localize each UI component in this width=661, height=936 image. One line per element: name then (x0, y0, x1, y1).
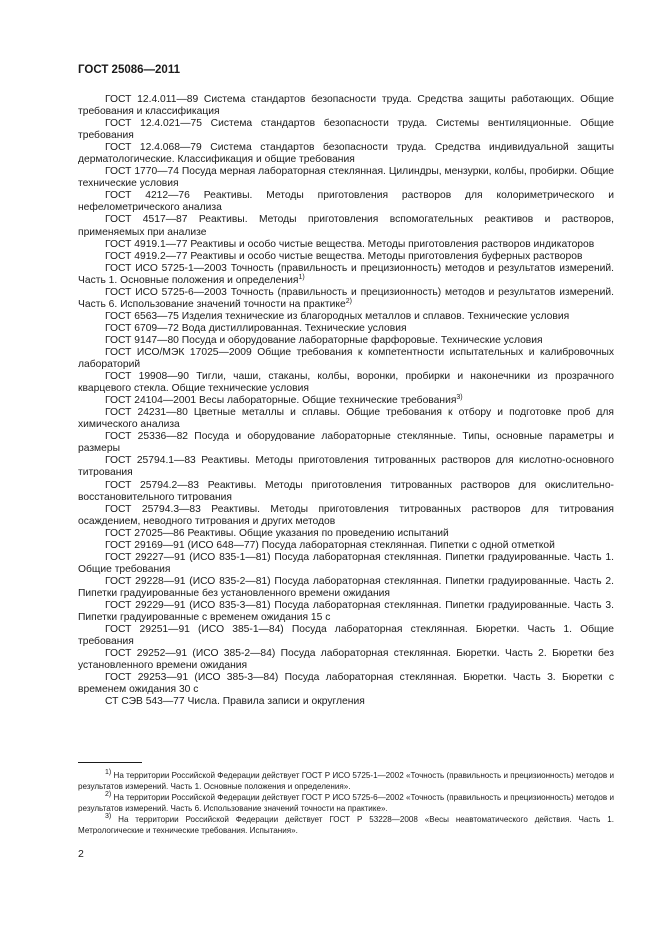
footnote-text: На территории Российской Федерации действует ГОСТ Р ИСО 5725-6—2002 «Точность (правильность и прецизионность) методов и результатов измерений. Часть 6. Использование значений точности на практике». (78, 793, 614, 813)
reference-text: ГОСТ 25336—82 Посуда и оборудование лабораторные стеклянные. Типы, основные параметры и размеры (78, 431, 614, 455)
footnote-text: На территории Российской Федерации действует ГОСТ Р ИСО 5725-1—2002 «Точность (правильность и прецизионность) методов и результатов измерений. Часть 1. Основные положения и определения». (78, 771, 614, 791)
reference-entry (78, 94, 614, 118)
reference-text: ГОСТ 4212—76 Реактивы. Методы приготовления растворов для колориметрического и нефелометрического анализа (78, 190, 614, 214)
reference-text: ГОСТ 29252—91 (ИСО 385-2—84) Посуда лабораторная стеклянная. Бюретки. Часть 2. Бюретки без установленного времени ожидания (78, 648, 614, 672)
page-number: 2 (78, 848, 84, 860)
footnotes (78, 771, 614, 838)
reference-entry (78, 528, 614, 540)
reference-entry (78, 431, 614, 455)
footnote-ref: 1) (298, 273, 305, 281)
reference-entry (78, 504, 614, 528)
reference-text: ГОСТ 29228—91 (ИСО 835-2—81) Посуда лабораторная стеклянная. Пипетки градуированные. Часть 2. Пипетки градуированные без установленного времени ожидания (78, 575, 614, 599)
reference-text: ГОСТ 29251—91 (ИСО 385-1—84) Посуда лабораторная стеклянная. Бюретки. Часть 1. Общие требования (78, 624, 614, 648)
footnote-marker: 3) (105, 813, 112, 821)
footnote-marker: 2) (105, 791, 112, 799)
reference-entry (78, 311, 614, 323)
reference-text: ГОСТ 12.4.021—75 Система стандартов безопасности труда. Системы вентиляционные. Общие требования (78, 118, 614, 142)
reference-text: ГОСТ 29253—91 (ИСО 385-3—84) Посуда лабораторная стеклянная. Бюретки. Часть 3. Бюретки с временем ожидания 30 с (78, 672, 614, 696)
reference-entry (78, 407, 614, 431)
reference-entry (78, 455, 614, 479)
reference-entry (78, 263, 614, 287)
reference-text: СТ СЭВ 543—77 Числа. Правила записи и округления (105, 696, 365, 708)
reference-text: ГОСТ 1770—74 Посуда мерная лабораторная стеклянная. Цилиндры, мензурки, колбы, пробирки. Общие технические условия (78, 166, 614, 190)
reference-text: ГОСТ 25794.2—83 Реактивы. Методы приготовления титрованных растворов для окислительно-восстановительного титрования (78, 479, 614, 503)
reference-entry (78, 166, 614, 190)
reference-entry (78, 600, 614, 624)
reference-entry (78, 540, 614, 552)
reference-entry (78, 371, 614, 395)
reference-entry (78, 251, 614, 263)
reference-text: ГОСТ 24104—2001 Весы лабораторные. Общие технические требования (105, 395, 457, 407)
footnote-separator (78, 762, 142, 763)
reference-text: ГОСТ 9147—80 Посуда и оборудование лабораторные фарфоровые. Технические условия (105, 334, 543, 346)
footnote (78, 815, 614, 836)
document-header: ГОСТ 25086—2011 (78, 64, 180, 76)
reference-entry (78, 118, 614, 142)
reference-entry (78, 395, 614, 407)
reference-text: ГОСТ 6709—72 Вода дистиллированная. Технические условия (105, 322, 407, 334)
footnote-text: На территории Российской Федерации действует ГОСТ Р 53228—2008 «Весы неавтоматического действия. Часть 1. Метрологические и технические требования. Испытания». (78, 815, 614, 835)
footnote (78, 793, 614, 814)
reference-text: ГОСТ 4919.2—77 Реактивы и особо чистые вещества. Методы приготовления буферных растворов (105, 250, 583, 262)
reference-text: ГОСТ 29227—91 (ИСО 835-1—81) Посуда лабораторная стеклянная. Пипетки градуированные. Часть 1. Общие требования (78, 551, 614, 575)
reference-text: ГОСТ 6563—75 Изделия технические из благородных металлов и сплавов. Технические условия (105, 310, 570, 322)
reference-text: ГОСТ 29229—91 (ИСО 835-3—81) Посуда лабораторная стеклянная. Пипетки градуированные. Часть 3. Пипетки градуированные с временем ожидания 15 с (78, 599, 614, 624)
reference-text: ГОСТ ИСО/МЭК 17025—2009 Общие требования к компетентности испытательных и калибровочных лабораторий (78, 346, 614, 371)
reference-text: ГОСТ 4517—87 Реактивы. Методы приготовления вспомогательных реактивов и растворов, применяемых при анализе (78, 214, 614, 238)
footnote (78, 771, 614, 792)
reference-text: ГОСТ ИСО 5725-1—2003 Точность (правильность и прецизионность) методов и результатов измерений. Часть 1. Основные положения и определения (78, 262, 614, 286)
reference-entry (78, 142, 614, 166)
reference-text: ГОСТ 25794.1—83 Реактивы. Методы приготовления титрованных растворов для кислотно-основного титрования (78, 455, 614, 479)
reference-entry (78, 287, 614, 311)
reference-entry (78, 323, 614, 335)
reference-entry (78, 335, 614, 347)
reference-text: ГОСТ 19908—90 Тигли, чаши, стаканы, колбы, воронки, пробирки и наконечники из прозрачного кварцевого стекла. Общие технические условия (78, 371, 614, 395)
reference-entry (78, 347, 614, 371)
reference-text: ГОСТ 27025—86 Реактивы. Общие указания по проведению испытаний (105, 527, 449, 539)
reference-entry (78, 624, 614, 648)
footnote-ref: 3) (456, 394, 463, 402)
reference-text: ГОСТ ИСО 5725-6—2003 Точность (правильность и прецизионность) методов и результатов измерений. Часть 6. Использование значений точности на практике (78, 286, 614, 310)
reference-entry (78, 648, 614, 672)
reference-entry (78, 696, 614, 708)
reference-entry (78, 576, 614, 600)
normative-references-list (78, 94, 614, 708)
reference-text: ГОСТ 24231—80 Цветные металлы и сплавы. Общие требования к отбору и подготовке проб для химического анализа (78, 407, 614, 431)
reference-entry (78, 480, 614, 504)
reference-entry (78, 552, 614, 576)
reference-text: ГОСТ 25794.3—83 Реактивы. Методы приготовления титрованных растворов для титрования осаждением, неводного титрования и других методов (78, 503, 614, 527)
reference-entry (78, 672, 614, 696)
reference-entry (78, 190, 614, 214)
footnote-ref: 2) (345, 297, 352, 305)
reference-entry (78, 239, 614, 251)
reference-entry (78, 214, 614, 238)
reference-text: ГОСТ 12.4.068—79 Система стандартов безопасности труда. Средства индивидуальной защиты дерматологические. Классификация и общие требования (78, 142, 614, 166)
reference-text: ГОСТ 4919.1—77 Реактивы и особо чистые вещества. Методы приготовления растворов индикаторов (105, 238, 595, 250)
footnote-marker: 1) (105, 769, 112, 776)
reference-text: ГОСТ 12.4.011—89 Система стандартов безопасности труда. Средства защиты работающих. Общие требования и классификация (78, 94, 614, 118)
reference-text: ГОСТ 29169—91 (ИСО 648—77) Посуда лабораторная стеклянная. Пипетки с одной отметкой (105, 539, 555, 551)
